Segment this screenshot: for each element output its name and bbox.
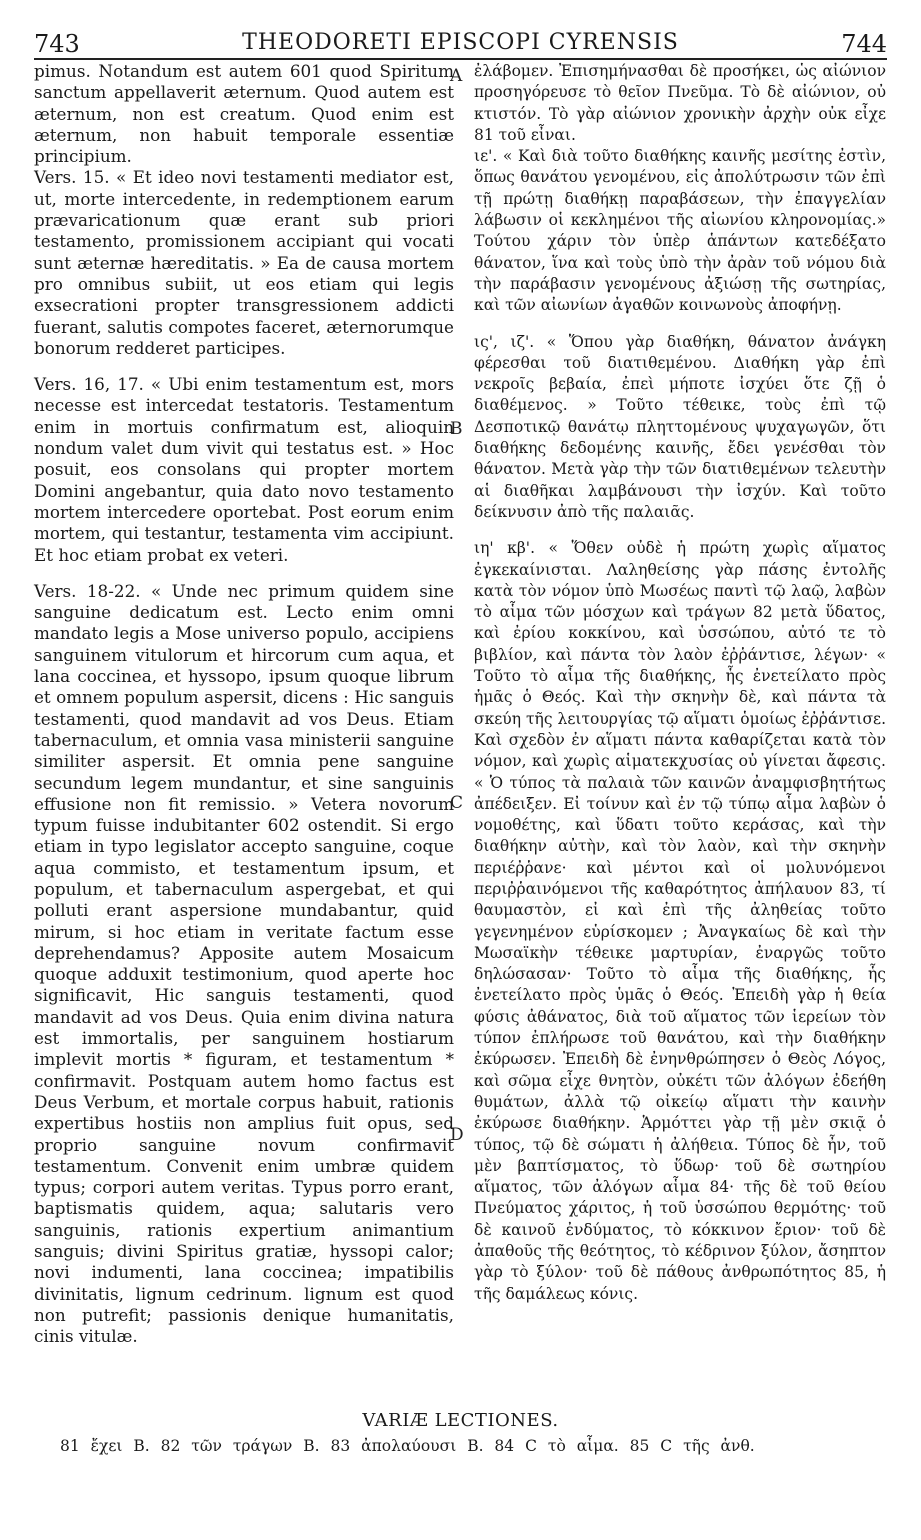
page-number-right: 744 bbox=[841, 30, 887, 58]
latin-paragraph: pimus. Notandum est autem 601 quod Spiritum sanctum appellaverit æternum. Quod autem est æternum, non est creatum. Quod enim est æternum, non habuit temporale essentiæ principium. bbox=[34, 61, 454, 167]
margin-letter-a: A bbox=[450, 66, 463, 86]
page-number-left: 743 bbox=[34, 30, 80, 58]
greek-paragraph: ιε'. « Καὶ διὰ τοῦτο διαθήκης καινῆς μεσίτης ἐστὶν, ὅπως θανάτου γενομένου, εἰς ἀπολύτρωσιν τῶν ἐπὶ τῇ πρώτῃ διαθήκῃ παραβάσεων, τὴν ἐπαγγελίαν λάβωσιν οἱ κεκλημένοι τῆς αἰωνίου κληρονομίας.» Τούτου χάριν τὸν ὑπὲρ ἁπάντων κατεδέξατο θάνατον, ἵνα καὶ τοὺς ὑπὸ τὴν ἀρὰν τοῦ νόμου διὰ τὴν παράβασιν γενομένους ἀξιώσῃ τῆς σωτηρίας, καὶ τῶν αἰωνίων ἀγαθῶν κοινωνοὺς ἀποφήνῃ. bbox=[474, 147, 886, 315]
running-title: THEODORETI EPISCOPI CYRENSIS bbox=[242, 30, 679, 55]
margin-letter-d: D bbox=[450, 1125, 464, 1145]
margin-letter-b: B bbox=[450, 419, 463, 439]
greek-paragraph: ιη' κβ'. « Ὅθεν οὐδὲ ἡ πρώτη χωρὶς αἵματος ἐγκεκαίνισται. Λαληθείσης γὰρ πάσης ἐντολῆς κατὰ τὸν νόμον ὑπὸ Μωσέως παντὶ τῷ λαῷ, λαβὼν τὸ αἷμα τῶν μόσχων καὶ τράγων 82 μετὰ ὕδατος, καὶ ἐρίου κοκκίνου, καὶ ὑσσώπου, αὐτό τε τὸ βιβλίον, καὶ πάντα τὸν λαὸν ἐῤῥάντισε, λέγων· « Τοῦτο τὸ αἷμα τῆς διαθήκης, ἧς ἐνετείλατο πρὸς ἡμᾶς ὁ Θεός. Καὶ τὴν σκηνὴν δὲ, καὶ πάντα τὰ σκεύη τῆς λειτουργίας τῷ αἵματι ὁμοίως ἐῤῥάντισε. Καὶ σχεδὸν ἐν αἵματι πάντα καθαρίζεται κατὰ τὸν νόμον, καὶ χωρὶς αἱματεκχυσίας οὐ γίνεται ἄφεσις. « Ὁ τύπος τὰ παλαιὰ τῶν καινῶν ἀναμφισβητήτως ἀπέδειξεν. Εἰ τοίνυν καὶ ἐν τῷ τύπῳ αἷμα λαβὼν ὁ νομοθέτης, καὶ ὕδατι τοῦτο κεράσας, καὶ τὴν διαθήκην αὐτὴν, καὶ τὸν λαὸν, καὶ τὴν σκηνὴν περιέῤῥανε· καὶ μέντοι καὶ οἱ μολυνόμενοι περιῤῥαινόμενοι τῆς καθαρότητος ἀπήλαυον 83, τί θαυμαστὸν, εἰ καὶ ἐπὶ τῆς ἀληθείας τοῦτο γεγενημένον εὑρίσκομεν ; Ἀναγκαίως δὲ καὶ τὴν Μωσαϊκὴν τέθεικε μαρτυρίαν, ἐναργῶς τοῦτο δηλώσασαν· Τοῦτο τὸ αἷμα τῆς διαθήκης, ἧς ἐνετείλατο πρὸς ὑμᾶς ὁ Θεός. Ἐπειδὴ γὰρ ἡ θεία φύσις ἀθάνατος, διὰ τοῦ αἵματος τῶν ἱερείων τὸν τύπον ἐπλήρωσε τοῦ θανάτου, καὶ τὴν διαθήκην ἐκύρωσεν. Ἐπειδὴ δὲ ἐνηνθρώπησεν ὁ Θεὸς Λόγος, καὶ σῶμα εἶχε θνητὸν, οὐκέτι τῶν ἀλόγων ἐδεήθη θυμάτων, ἀλλὰ τῷ οἰκείῳ αἵματι τὴν καινὴν ἐκύρωσε διαθήκην. Ἁρμόττει γὰρ τῇ μὲν σκιᾷ ὁ τύπος, τῷ δὲ σώματι ἡ ἀλήθεια. Τύπος δὲ ἦν, τοῦ μὲν βαπτίσματος, τὸ ὕδωρ· τοῦ δὲ σωτηρίου αἵματος, τῶν ἀλόγων αἷμα 84· τῆς δὲ τοῦ θείου Πνεύματος χάριτος, ἡ τοῦ ὑσσώπου θερμότης· τοῦ δὲ καινοῦ ἐνδύματος, τὸ κόκκινον ἔριον· τοῦ δὲ ἀπαθοῦς τῆς θεότητος, τὸ κέδρινον ξύλον, ἄσηπτον γὰρ τὸ ξύλον· τοῦ δὲ πάθους ἀνθρωπότητος 85, ἡ τῆς δαμάλεως κόνις. bbox=[474, 539, 886, 1303]
latin-paragraph: Vers. 16, 17. « Ubi enim testamentum est, mors necesse est intercedat testatoris. Testamentum enim in mortuis confirmatum est, alioquin nondum valet dum vivit qui testatus est. » Hoc posuit, eos consolans qui propter mortem Domini angebantur, quia dato novo testamento mortem intercedere oportebat. Post eorum enim mortem, qui testantur, testamenta vim accipiunt. Et hoc etiam probat ex veteri. bbox=[34, 374, 454, 565]
latin-paragraph: Vers. 15. « Et ideo novi testamenti mediator est, ut, morte intercedente, in redemptionem earum prævaricationum quæ erant sub priori testamento, promissionem accipiant qui vocati sunt æternæ hæreditatis. » Ea de causa mortem pro omnibus subiit, ut eos etiam qui legis exsecrationi propter transgressionem addicti fuerant, salutis compotes faceret, æternorumque bonorum redderet participes. bbox=[34, 167, 454, 358]
variae-lectiones-title: VARIÆ LECTIONES. bbox=[362, 1410, 559, 1431]
greek-paragraph: ἐλάβομεν. Ἐπισημήνασθαι δὲ προσήκει, ὡς αἰώνιον προσηγόρευσε τὸ θεῖον Πνεῦμα. Τὸ δὲ αἰώνιον, οὐ κτιστόν. Τὸ γὰρ αἰώνιον χρονικὴν ἀρχὴν οὐκ εἶχε 81 τοῦ εἶναι. bbox=[474, 62, 886, 144]
margin-letter-c: C bbox=[450, 793, 464, 813]
greek-column bbox=[474, 61, 886, 1320]
greek-paragraph: ις', ιζ'. « Ὅπου γὰρ διαθήκη, θάνατον ἀνάγκη φέρεσθαι τοῦ διατιθεμένου. Διαθήκη γὰρ ἐπὶ νεκροῖς βεβαία, ἐπεὶ μήποτε ἰσχύει ὅτε ζῇ ὁ διαθέμενος. » Τοῦτο τέθεικε, τοὺς ἐπὶ τῷ Δεσποτικῷ θανάτῳ πληττομένους ψυχαγωγῶν, ὅτι διαθήκης δεδομένης καινῆς, ἔδει γενέσθαι τὸν θάνατον. Μετὰ γὰρ τὴν τῶν διατιθεμένων τελευτὴν αἱ διαθῆκαι λαμβάνουσι τὴν ἰσχύν. Καὶ τοῦτο δείκνυσιν ἀπὸ τῆς παλαιᾶς. bbox=[474, 332, 886, 521]
variae-lectiones-notes: 81 ἔχει B. 82 τῶν τράγων B. 83 ἀπολαύουσι B. 84 C τὸ αἷμα. 85 C τῆς ἀνθ. bbox=[60, 1437, 755, 1455]
latin-paragraph: Vers. 18-22. « Unde nec primum quidem sine sanguine dedicatum est. Lecto enim omni mandato legis a Mose universo populo, accipiens sanguinem vitulorum et hircorum cum aqua, et lana coccinea, et hyssopo, ipsum quoque librum et omnem populum aspersit, dicens : Hic sanguis testamenti, quod mandavit ad vos Deus. Etiam tabernaculum, et omnia vasa ministerii sanguine similiter aspersit. Et omnia pene sanguine secundum legem mundantur, et sine sanguinis effusione non fit remissio. » Vetera novorum typum fuisse indubitanter 602 ostendit. Si ergo etiam in typo legislator accepto sanguine, coque aqua commisto, et testamentum ipsum, et populum, et tabernaculum aspergebat, et qui polluti erant aspersione mundabantur, quid mirum, si hoc etiam in veritate factum esse deprehendamus? Apposite autem Mosaicum quoque adduxit testimonium, quod aperte hoc significavit, Hic sanguis testamenti, quod mandavit ad vos Deus. Quia enim divina natura est immortalis, per sanguinem hostiarum implevit mortis * figuram, et testamentum * confirmavit. Postquam autem homo factus est Deus Verbum, et mortale corpus habuit, rationis expertibus hostiis non amplius fuit opus, sed proprio sanguine novum confirmavit testamentum. Convenit enim umbræ quidem typus; corpori autem veritas. Typus porro erant, baptismatis quidem, aqua; salutaris vero sanguinis, rationis expertium animantium sanguis; divini Spiritus gratiæ, hyssopi calor; novi indumenti, lana coccinea; impatibilis divinitatis, lignum cedrinum. lignum est quod non putrefit; passionis denique humanitatis, cinis vitulæ. bbox=[34, 580, 454, 1347]
header-rule bbox=[34, 58, 887, 60]
page-header bbox=[34, 30, 887, 60]
latin-column bbox=[34, 61, 454, 1363]
